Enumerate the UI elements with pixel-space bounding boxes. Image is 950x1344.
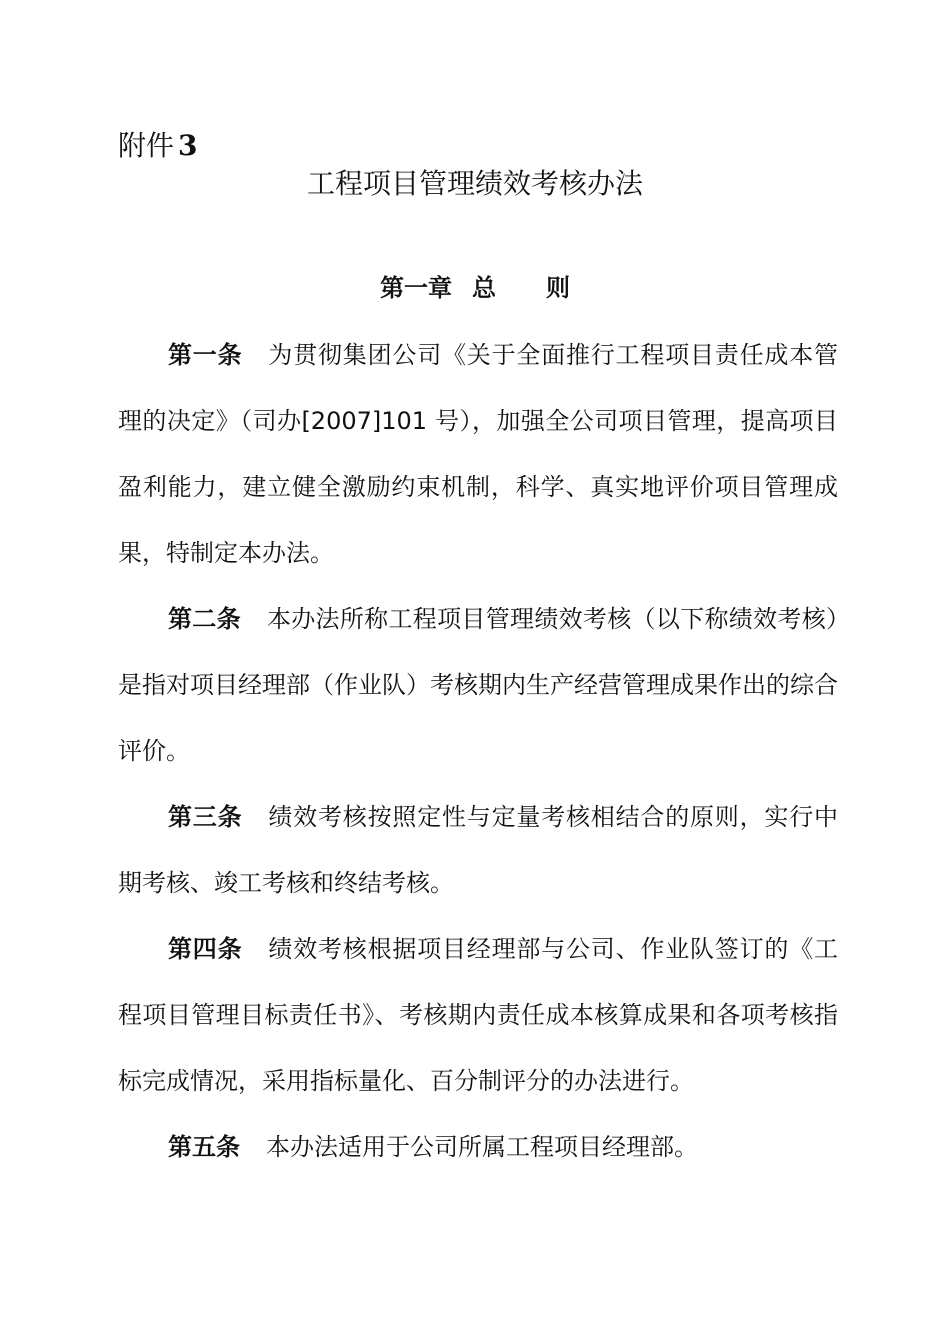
article-text: 绩效考核根据项目经理部与公司、作业队签订的《工程项目管理目标责任书》、考核期内责任成本核算成果和各项考核指标完成情况，采用指标量化、百分制评分的办法进行。: [118, 935, 839, 1095]
article-text: 本办法适用于公司所属工程项目经理部。: [266, 1133, 698, 1161]
chapter-word-1: 总: [472, 274, 496, 302]
article-label: 第一条: [168, 341, 243, 369]
article-text: 本办法所称工程项目管理绩效考核（以下称绩效考核）是指对项目经理部（作业队）考核期内生产经营管理成果作出的综合评价。: [118, 605, 839, 765]
article-label: 第二条: [168, 605, 241, 633]
article-label: 第五条: [168, 1133, 240, 1161]
article-label: 第四条: [168, 935, 243, 963]
article-4: [118, 916, 838, 1114]
article-5: [118, 1114, 838, 1180]
article-2: [118, 586, 838, 784]
article-3: [118, 784, 838, 916]
article-1: [118, 322, 838, 586]
attachment-label: [118, 128, 198, 164]
chapter-name: 第一章: [380, 274, 452, 302]
attachment-number: 3: [178, 129, 198, 162]
chapter-heading: [0, 268, 950, 308]
chapter-word-2: 则: [546, 274, 570, 302]
document-title: 工程项目管理绩效考核办法: [306, 167, 643, 200]
attachment-text: 附件: [118, 129, 175, 162]
article-text: 为贯彻集团公司《关于全面推行工程项目责任成本管理的决定》（司办[2007]101 号），加强全公司项目管理，提高项目盈利能力，建立健全激励约束机制，科学、真实地评价项目管理成果，特制定本办法。: [118, 341, 839, 567]
article-text: 绩效考核按照定性与定量考核相结合的原则，实行中期考核、竣工考核和终结考核。: [118, 803, 839, 897]
article-list: [118, 322, 838, 1180]
article-label: 第三条: [168, 803, 243, 831]
